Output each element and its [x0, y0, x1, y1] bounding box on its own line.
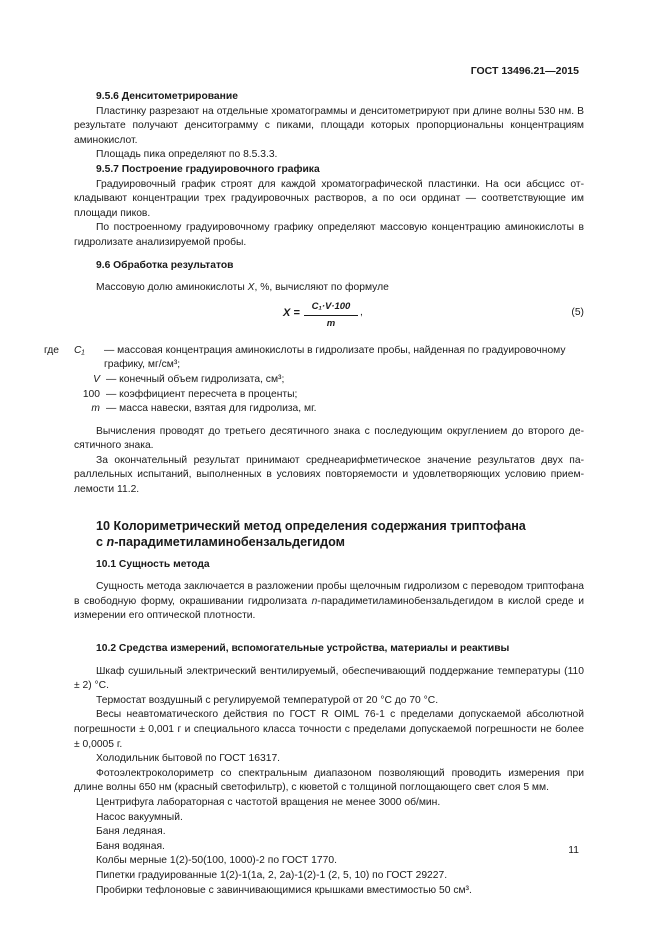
- equipment-item: Пипетки градуированные 1(2)-1(1а, 2, 2а)-1(2)-1 (2, 5, 10) по ГОСТ 29227.: [96, 869, 448, 881]
- paragraph: По построенному градуировочному графику определяют массовую концентрацию аминокислоты в гидролизате анализируемой пробы.: [74, 222, 584, 248]
- paragraph: За окончательный результат принимают среднеарифметическое значение результатов двух параллельных испытаний, выполненных в условиях повторяемости и удовлетворяющих условию приемлемости 11.2.: [74, 454, 584, 496]
- section-10-1-heading: 10.1 Сущность метода: [96, 558, 210, 570]
- intro-variable: X: [247, 282, 255, 294]
- page-body: [44, 90, 584, 898]
- text-run-italic: n: [311, 595, 318, 607]
- equipment-item: Баня ледяная.: [96, 826, 166, 838]
- symbol-v: V: [93, 373, 100, 385]
- equipment-list: [74, 665, 584, 899]
- symbol-m: m: [91, 403, 100, 415]
- document-code: ГОСТ 13496.21—2015: [470, 65, 579, 77]
- paragraph: [74, 580, 584, 624]
- section-9-5-7-heading: 9.5.7 Построение градуировочного графика: [96, 163, 320, 175]
- equipment-item: Холодильник бытовой по ГОСТ 16317.: [96, 753, 281, 765]
- formula-5: [74, 300, 584, 340]
- symbol-c1: C₁: [74, 344, 85, 356]
- legend-text: — коэффициент пересчета в проценты;: [106, 388, 298, 400]
- legend-symbol: [74, 373, 104, 388]
- legend-symbol: 100: [82, 388, 100, 400]
- equipment-item: Шкаф сушильный электрический вентилируемый, обеспечивающий поддержание температуры (110 ± 2) °С.: [74, 665, 584, 692]
- legend-symbol: [74, 344, 104, 373]
- formula-numerator: C₁·V·100: [304, 300, 358, 317]
- paragraph: Вычисления проводят до третьего десятичного знака с последующим округлением до второго десятичного знака.: [74, 425, 584, 452]
- equipment-item: Центрифуга лабораторная с частотой вращения не менее 3000 об/мин.: [96, 796, 441, 808]
- formula-lhs: X =: [283, 306, 300, 319]
- formula-number: (5): [571, 306, 584, 318]
- equipment-item: Весы неавтоматического действия по ГОСТ R OIML 76-1 с пределами допускаемой абсолютной погрешности ± 0,001 г и специального класса точности с пределами допускаемой погрешности не более ± 0,0005 г.: [74, 709, 584, 750]
- intro-text: Массовую долю аминокислоты: [96, 282, 248, 294]
- legend-row: [74, 373, 584, 388]
- equipment-item: Насос вакуумный.: [96, 811, 183, 823]
- section-10-2-heading: 10.2 Средства измерений, вспомогательные устройства, материалы и реактивы: [96, 643, 510, 655]
- formula-fraction: [304, 300, 358, 332]
- where-word: где: [44, 344, 60, 356]
- formula-denominator: m: [326, 318, 336, 330]
- equipment-item: Баня водяная.: [96, 840, 165, 852]
- equipment-item: Колбы мерные 1(2)-50(100, 1000)-2 по ГОСТ 1770.: [96, 855, 337, 867]
- formula-comma: ,: [360, 306, 363, 318]
- text-run: Сущность метода заключается в разложении пробы щелочным гидролизом с переводом триптофана в свободную форму, окрашивании гидролизата: [74, 581, 584, 607]
- section-9-6-heading: 9.6 Обработка результатов: [96, 259, 234, 271]
- legend-text: — массовая концентрация аминокислоты в гидролизате пробы, найденная по градуировочному графику, мг/см³;: [104, 344, 566, 371]
- section-10-title-line2: с: [96, 534, 107, 549]
- intro-text-end: , %, вычисляют по формуле: [254, 282, 389, 294]
- section-9-5-6-heading: 9.5.6 Денситометрирование: [96, 91, 238, 102]
- equipment-item: Термостат воздушный с регулируемой температурой от 20 °С до 70 °С.: [96, 694, 439, 706]
- legend-symbol: [74, 402, 104, 417]
- legend-row: [74, 388, 584, 403]
- section-10-title-line1: 10 Колориметрический метод определения содержания триптофана: [96, 518, 526, 533]
- section-10-title-italic: n: [106, 534, 115, 549]
- formula-intro: [74, 281, 584, 296]
- paragraph: Пластинку разрезают на отдельные хроматограммы и денситометрируют при длине волны 530 нм. В результате получают денситограмму с пиками, площади которых пропорциональны концентрациям аминокислот.: [74, 105, 584, 146]
- text-run: -парадиметиламинобензальдегидом в кислой среде и измерении его оптической плотности.: [74, 595, 584, 622]
- section-10-heading: [74, 518, 584, 550]
- legend-text: — масса навески, взятая для гидролиза, мг.: [106, 403, 317, 415]
- legend-text: — конечный объем гидролизата, см³;: [106, 373, 285, 385]
- legend-row: [44, 344, 584, 373]
- legend-row: [74, 402, 584, 417]
- paragraph: Площадь пика определяют по 8.5.3.3.: [96, 149, 278, 161]
- paragraph: Градуировочный график строят для каждой хроматографической пластинки. На оси абсцисс откладывают концентрации трех градуировочных растворов, а по оси ординат — соответствующие им площади пиков.: [74, 178, 584, 219]
- formula-legend: [44, 344, 584, 417]
- page-number: 11: [568, 845, 579, 856]
- equipment-item: Пробирки тефлоновые с завинчивающимися крышками вместимостью 50 см³.: [96, 884, 472, 896]
- section-10-title-line2-end: -парадиметиламинобензальдегидом: [114, 534, 345, 549]
- equipment-item: Фотоэлектроколориметр со спектральным диапазоном позволяющий проводить измерения при длине волны 650 нм (красный светофильтр), с кюветой с толщиной поглощающего свет слоя 5 мм.: [74, 767, 584, 794]
